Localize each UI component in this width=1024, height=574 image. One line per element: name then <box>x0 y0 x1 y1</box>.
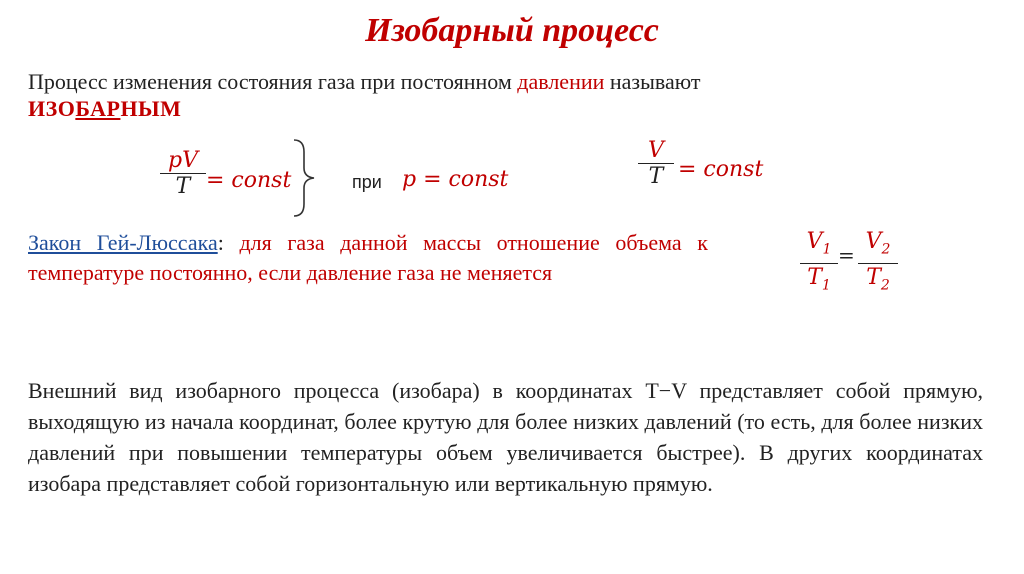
formula3-v1: $V_1$ <box>806 229 832 258</box>
definition-highlight: давлении <box>517 69 605 94</box>
definition-after: называют <box>604 69 701 94</box>
condition-expr: p = const <box>402 167 509 192</box>
formula3-equals: = <box>838 243 855 267</box>
formula3-t1: $T_1$ <box>807 265 831 294</box>
gay-lussac-text: для газа данной массы отношение объема к температуре постоянно, если давление газа не меняется <box>28 230 708 285</box>
formula3-v2: $V_2$ <box>865 229 891 258</box>
formula1-numerator: pV <box>168 148 198 173</box>
term-isobaric <box>28 96 181 122</box>
formula3-t2: $T_2$ <box>866 265 890 294</box>
condition-label: при <box>352 172 382 192</box>
formula2-denominator: T <box>648 164 664 189</box>
page-title: Изобарный процесс <box>365 12 659 49</box>
term-part1: ИЗО <box>28 96 76 121</box>
definition-before: Процесс изменения состояния газа при постоянном <box>28 69 518 94</box>
brace-icon <box>290 138 320 218</box>
formula2-numerator: V <box>648 138 664 163</box>
gay-lussac-law <box>28 228 708 288</box>
gay-lussac-link[interactable]: Закон Гей-Люссака <box>28 230 218 255</box>
formula1-denominator: T <box>175 174 191 199</box>
definition-text <box>28 70 701 94</box>
term-part3: НЫМ <box>120 96 182 121</box>
term-part2: БАР <box>75 96 121 121</box>
formula1-rhs: = const <box>206 168 292 193</box>
formula2-rhs: = const <box>678 157 764 182</box>
gay-lussac-colon: : <box>217 230 224 255</box>
description-paragraph: Внешний вид изобарного процесса (изобара) в координатах T−V представляет собой прямую, выходящую из начала координат, более крутую для более низких давлений (то есть, для более низких давлений при повышении температуры объем увеличивается быстрее). В других координатах изобара представляет собой горизонтальную или вертикальную прямую. <box>28 378 983 496</box>
